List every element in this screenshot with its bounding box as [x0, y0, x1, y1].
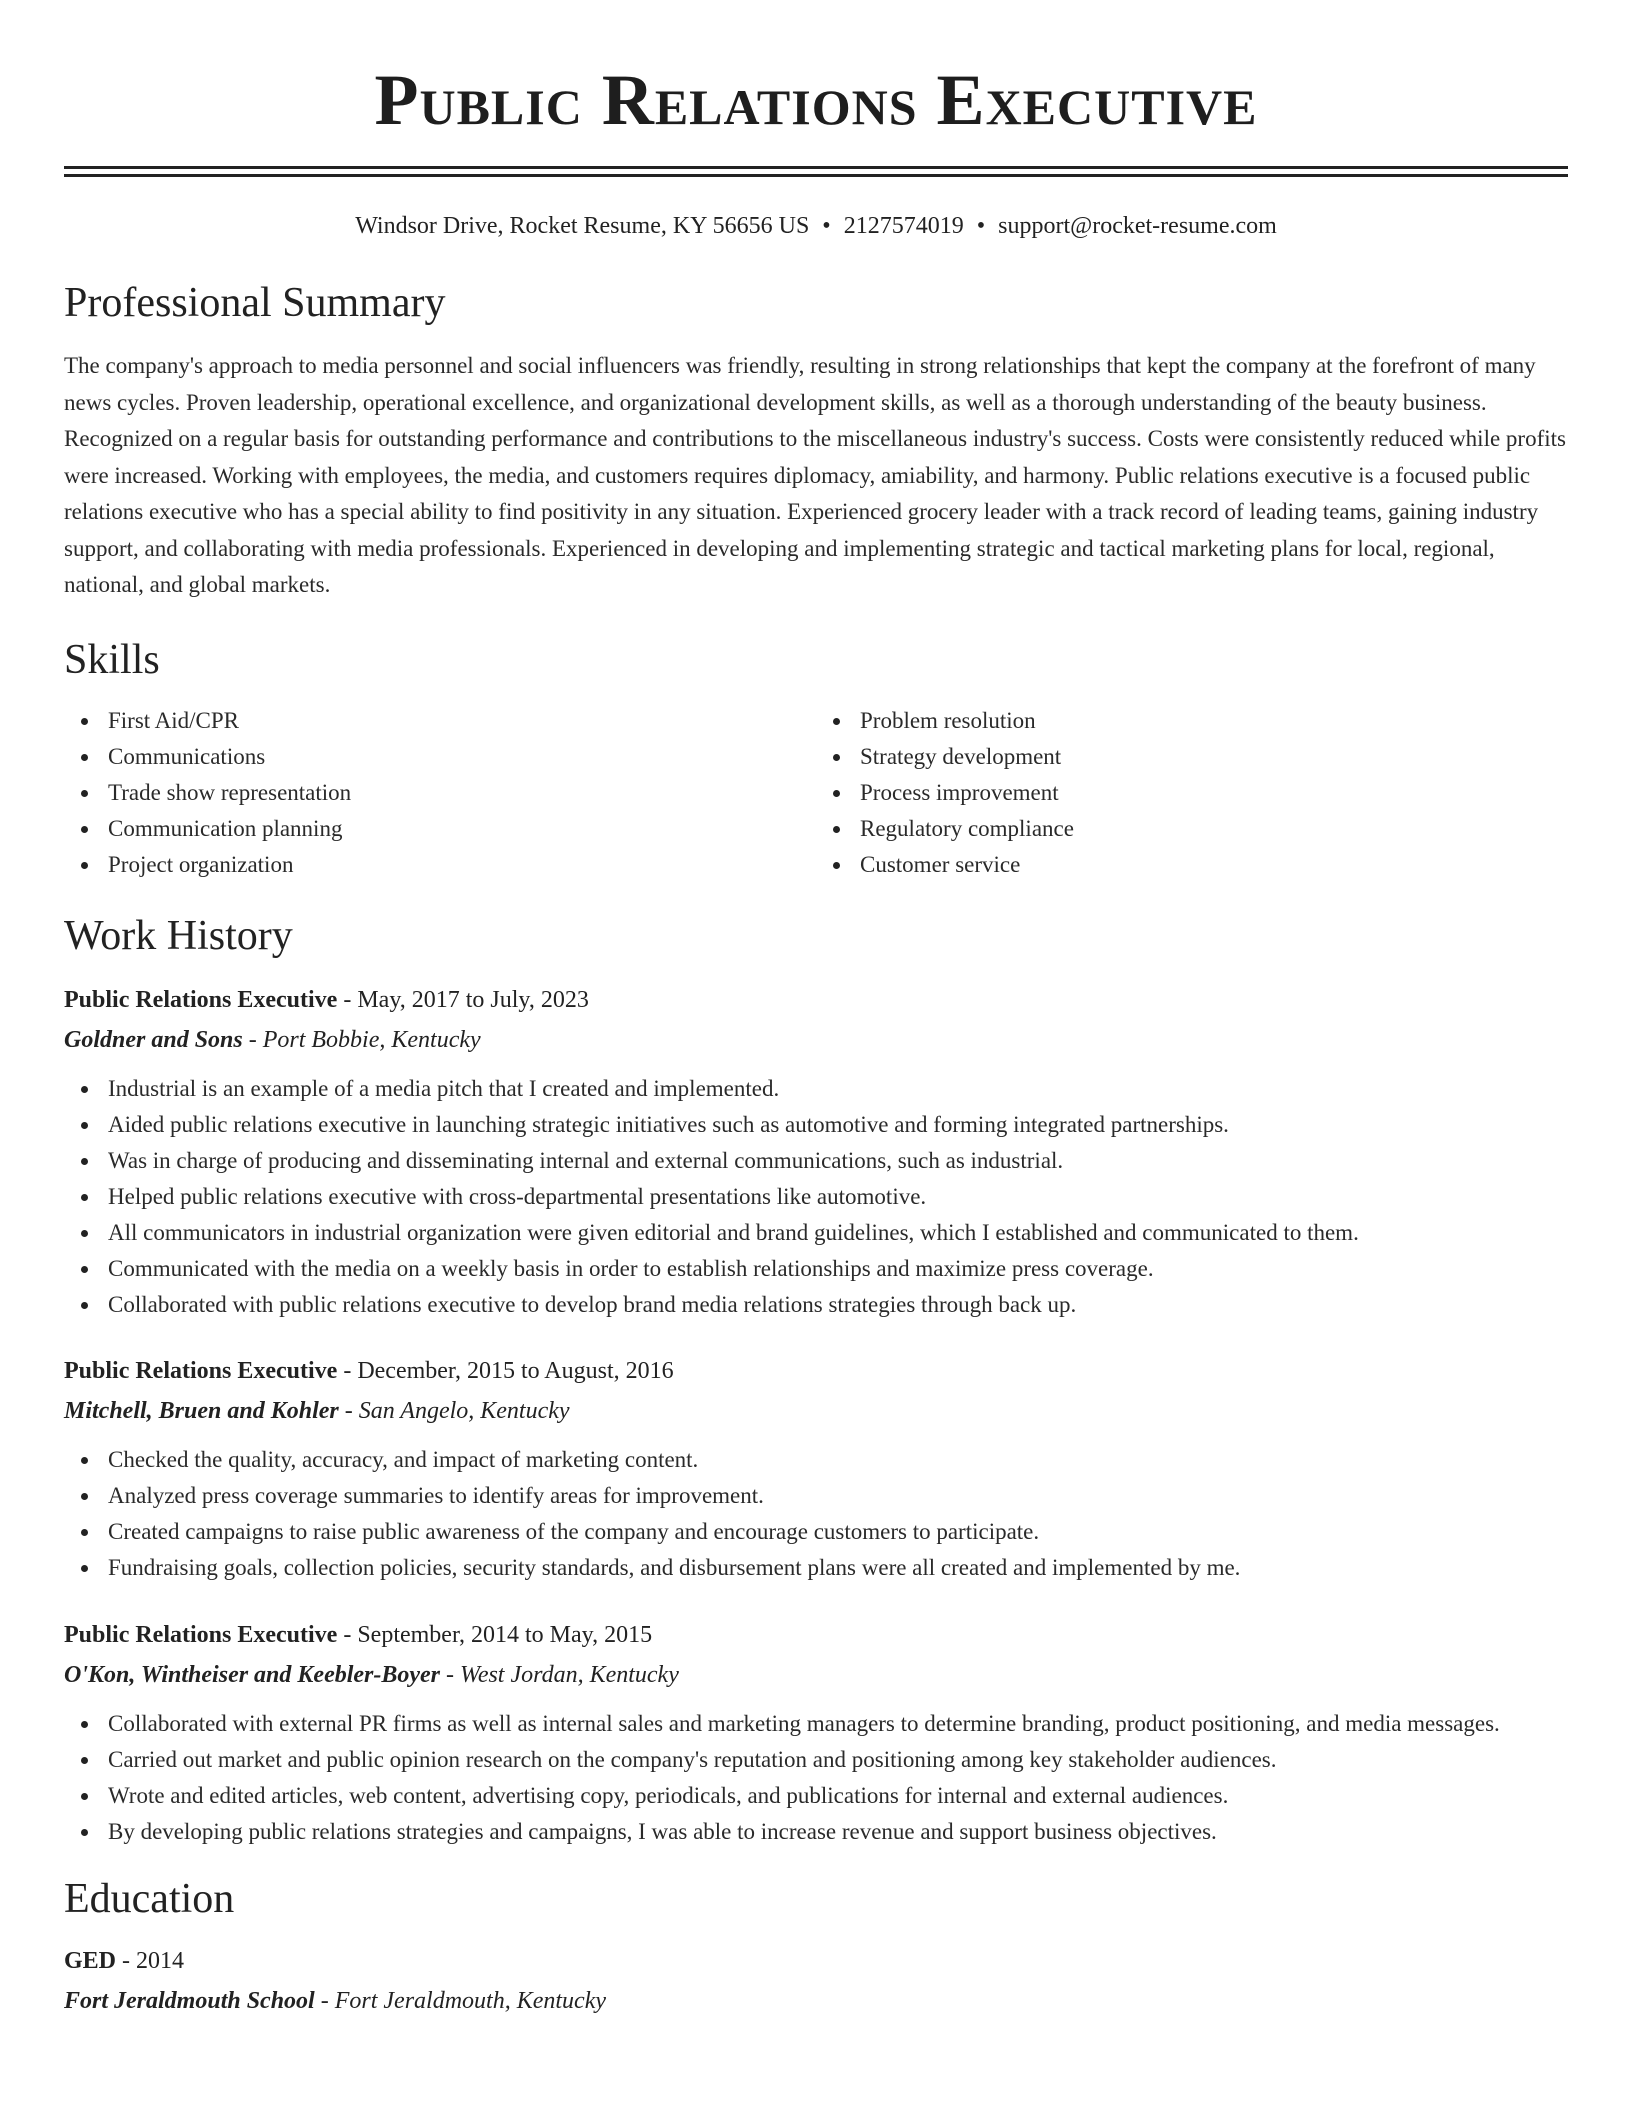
job-title: Public Relations Executive — [64, 1621, 338, 1648]
contact-email: support@rocket-resume.com — [998, 213, 1277, 239]
skills-list — [64, 703, 1568, 883]
skills-column-left — [64, 703, 816, 883]
job-entry — [64, 1354, 1568, 1586]
degree-line — [64, 1944, 1568, 1978]
contact-separator: • — [976, 213, 986, 239]
job-title-line — [64, 983, 1568, 1017]
resume-content — [64, 0, 1568, 2018]
graduation-year: - 2014 — [116, 1947, 185, 1974]
job-bullets — [64, 1442, 1568, 1586]
skill-item: Trade show representation — [64, 775, 816, 811]
job-title-line — [64, 1354, 1568, 1388]
job-bullets — [64, 1071, 1568, 1323]
skill-item: Strategy development — [816, 739, 1568, 775]
skills-heading: Skills — [64, 636, 160, 683]
contact-line — [64, 211, 1568, 241]
job-bullet: Wrote and edited articles, web content, advertising copy, periodicals, and publications for internal and external audiences. — [64, 1778, 1568, 1814]
job-dates: - December, 2015 to August, 2016 — [337, 1357, 674, 1384]
contact-separator: • — [822, 213, 831, 239]
company-line — [64, 1394, 1568, 1428]
education-heading: Education — [64, 1875, 235, 1922]
contact-address: Windsor Drive, Rocket Resume, KY 56656 US — [355, 213, 810, 239]
company-name: O'Kon, Wintheiser and Keebler-Boyer — [64, 1661, 441, 1688]
education-entry — [64, 1944, 1568, 2018]
summary-heading: Professional Summary — [64, 280, 446, 326]
skill-item: Customer service — [816, 847, 1568, 883]
header-divider-thin — [64, 174, 1568, 177]
company-name: Mitchell, Bruen and Kohler — [64, 1397, 339, 1424]
skill-item: Communication planning — [64, 811, 816, 847]
company-location: - San Angelo, Kentucky — [338, 1397, 570, 1424]
school-line — [64, 1984, 1568, 2018]
skill-item: Problem resolution — [816, 703, 1568, 739]
skill-item: Communications — [64, 739, 816, 775]
company-line — [64, 1023, 1568, 1057]
skill-item: First Aid/CPR — [64, 703, 816, 739]
skill-item: Project organization — [64, 847, 816, 883]
job-bullet: Carried out market and public opinion research on the company's reputation and positioning among key stakeholder audiences. — [64, 1742, 1568, 1778]
job-bullet: Collaborated with public relations executive to develop brand media relations strategies through back up. — [64, 1287, 1568, 1323]
job-dates: - September, 2014 to May, 2015 — [337, 1621, 653, 1648]
job-title: Public Relations Executive — [64, 1357, 338, 1384]
skill-item: Regulatory compliance — [816, 811, 1568, 847]
job-bullet: Created campaigns to raise public awareness of the company and encourage customers to participate. — [64, 1514, 1568, 1550]
job-bullet: Industrial is an example of a media pitch that I created and implemented. — [64, 1071, 1568, 1107]
job-title: Public Relations Executive — [64, 986, 338, 1013]
job-entry — [64, 1618, 1568, 1850]
degree: GED — [64, 1947, 117, 1974]
resume-name: Public Relations Executive — [374, 60, 1258, 140]
header-divider-thick — [64, 166, 1568, 169]
job-bullet: By developing public relations strategies and campaigns, I was able to increase revenue and support business objectives. — [64, 1814, 1568, 1850]
skill-item: Process improvement — [816, 775, 1568, 811]
school-location: - Fort Jeraldmouth, Kentucky — [314, 1987, 606, 2014]
company-line — [64, 1658, 1568, 1692]
job-bullet: Analyzed press coverage summaries to identify areas for improvement. — [64, 1478, 1568, 1514]
contact-phone: 2127574019 — [843, 213, 964, 239]
skills-column-right — [816, 703, 1568, 883]
job-bullet: Fundraising goals, collection policies, security standards, and disbursement plans were all created and implemented by me. — [64, 1550, 1568, 1586]
job-bullet: Helped public relations executive with cross-departmental presentations like automotive. — [64, 1179, 1568, 1215]
job-bullet: Aided public relations executive in launching strategic initiatives such as automotive and forming integrated partnerships. — [64, 1107, 1568, 1143]
job-bullet: Communicated with the media on a weekly basis in order to establish relationships and maximize press coverage. — [64, 1251, 1568, 1287]
job-entry — [64, 983, 1568, 1323]
company-location: - Port Bobbie, Kentucky — [242, 1026, 481, 1053]
job-bullets — [64, 1706, 1568, 1850]
job-bullet: Checked the quality, accuracy, and impact of marketing content. — [64, 1442, 1568, 1478]
job-title-line — [64, 1618, 1568, 1652]
job-dates: - May, 2017 to July, 2023 — [337, 986, 589, 1013]
work-history-heading: Work History — [64, 912, 293, 959]
job-bullet: Was in charge of producing and disseminating internal and external communications, such as industrial. — [64, 1143, 1568, 1179]
job-bullet: All communicators in industrial organization were given editorial and brand guidelines, which I established and communicated to them. — [64, 1215, 1568, 1251]
company-location: - West Jordan, Kentucky — [440, 1661, 679, 1688]
job-bullet: Collaborated with external PR firms as well as internal sales and marketing managers to determine branding, product positioning, and media messages. — [64, 1706, 1568, 1742]
school-name: Fort Jeraldmouth School — [64, 1987, 315, 2014]
summary-text: The company's approach to media personnel and social influencers was friendly, resulting in strong relationships that kept the company at the forefront of many news cycles. Proven leadership, operational excellence, and organizational development skills, as well as a thorough understanding of the beauty business. Recognized on a regular basis for outstanding performance and contributions to the miscellaneous industry's success. Costs were consistently reduced while profits were increased. Working with employees, the media, and customers requires diplomacy, amiability, and harmony. Public relations executive is a focused public relations executive who has a special ability to find positivity in any situation. Experienced grocery leader with a track record of leading teams, gaining industry support, and collaborating with media professionals. Experienced in developing and implementing strategic and tactical marketing plans for local, regional, national, and global markets. — [64, 353, 1566, 597]
company-name: Goldner and Sons — [64, 1026, 243, 1053]
